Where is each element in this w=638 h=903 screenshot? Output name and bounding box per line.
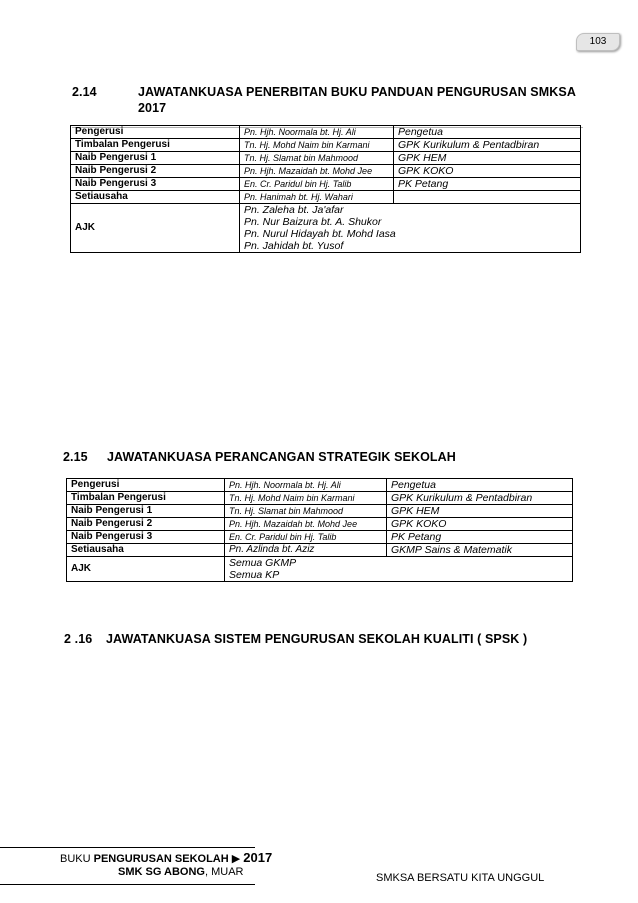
- table-row: [67, 479, 573, 492]
- role-cell: Naib Pengerusi 1: [67, 505, 225, 518]
- post-cell: GKMP Sains & Matematik: [387, 544, 573, 557]
- ajk-members-cell: [240, 204, 581, 253]
- post-cell: GPK KOKO: [387, 518, 573, 531]
- table-row: [71, 165, 581, 178]
- ajk-member-name: Pn. Jahidah bt. Yusof: [244, 240, 344, 252]
- footer-buku: BUKU: [60, 853, 91, 865]
- section-title: JAWATANKUASA PERANCANGAN STRATEGIK SEKOLAH: [107, 450, 456, 464]
- footer-rule-bottom: [0, 884, 255, 885]
- footer-school: SMK SG ABONG: [118, 866, 205, 878]
- footer-year: 2017: [243, 850, 273, 865]
- role-cell: Pengerusi: [71, 126, 240, 139]
- table-row: [71, 152, 581, 165]
- section-number: 2 .16: [64, 632, 93, 646]
- table-row: [67, 531, 573, 544]
- post-cell: GPK Kurikulum & Pentadbiran: [394, 139, 581, 152]
- name-cell: Pn. Hjh. Mazaidah bt. Mohd Jee: [240, 165, 394, 178]
- post-cell: Pengetua: [387, 479, 573, 492]
- footer-pengurusan: PENGURUSAN SEKOLAH: [93, 853, 229, 865]
- section-title: JAWATANKUASA PENERBITAN BUKU PANDUAN PENGURUSAN SMKSA: [138, 85, 576, 99]
- name-cell: Pn. Hjh. Mazaidah bt. Mohd Jee: [225, 518, 387, 531]
- role-cell: Naib Pengerusi 3: [67, 531, 225, 544]
- ajk-member-name: Semua KP: [229, 569, 280, 581]
- section-title: JAWATANKUASA SISTEM PENGURUSAN SEKOLAH KUALITI ( SPSK ): [106, 632, 528, 646]
- table-row: [67, 505, 573, 518]
- section-2-14-heading-line2: 2017: [138, 101, 167, 115]
- post-cell: PK Petang: [394, 178, 581, 191]
- footer-town: , MUAR: [205, 866, 244, 878]
- role-cell: AJK: [67, 557, 225, 582]
- role-cell: Setiausaha: [67, 544, 225, 557]
- committee-table-2-14: [70, 125, 581, 253]
- table-row: [71, 191, 581, 204]
- name-cell: Tn. Hj. Slamat bin Mahmood: [225, 505, 387, 518]
- post-cell: GPK KOKO: [394, 165, 581, 178]
- post-cell: [394, 191, 581, 204]
- committee-table-2-15: [66, 478, 573, 582]
- triangle-right-icon: ▶: [231, 853, 241, 865]
- post-cell: GPK HEM: [387, 505, 573, 518]
- table-row: [67, 518, 573, 531]
- section-number: 2.14: [72, 85, 97, 99]
- role-cell: Timbalan Pengerusi: [67, 492, 225, 505]
- ajk-members-cell: [225, 557, 573, 582]
- name-cell: Pn. Hanimah bt. Hj. Wahari: [240, 191, 394, 204]
- section-2-15-heading: [63, 450, 456, 464]
- footer-rule-top: [0, 847, 255, 848]
- ajk-member-name: Pn. Zaleha bt. Ja'afar: [244, 204, 344, 216]
- table-row-ajk: [67, 557, 573, 582]
- name-cell: Pn. Hjh. Noormala bt. Hj. Ali: [225, 479, 387, 492]
- role-cell: Timbalan Pengerusi: [71, 139, 240, 152]
- page-number-badge: 103: [576, 33, 620, 51]
- name-cell: Pn. Azlinda bt. Aziz: [225, 544, 387, 557]
- table-row: [71, 178, 581, 191]
- role-cell: Naib Pengerusi 1: [71, 152, 240, 165]
- name-cell: Pn. Hjh. Noormala bt. Hj. Ali: [240, 126, 394, 139]
- table-row: [71, 126, 581, 139]
- section-2-16-heading: [64, 632, 527, 646]
- section-number: 2.15: [63, 450, 88, 464]
- post-cell: Pengetua: [394, 126, 581, 139]
- table-row: [67, 492, 573, 505]
- footer-book-title: [60, 851, 272, 879]
- table-row: [67, 544, 573, 557]
- table-row-ajk: [71, 204, 581, 253]
- role-cell: Setiausaha: [71, 191, 240, 204]
- role-cell: Naib Pengerusi 2: [71, 165, 240, 178]
- role-cell: Naib Pengerusi 3: [71, 178, 240, 191]
- name-cell: Tn. Hj. Slamat bin Mahmood: [240, 152, 394, 165]
- footer-motto: SMKSA BERSATU KITA UNGGUL: [376, 872, 545, 884]
- role-cell: AJK: [71, 204, 240, 253]
- ajk-member-name: Semua GKMP: [229, 557, 297, 569]
- table-row: [71, 139, 581, 152]
- ajk-member-name: Pn. Nurul Hidayah bt. Mohd Iasa: [244, 228, 396, 240]
- post-cell: PK Petang: [387, 531, 573, 544]
- post-cell: GPK HEM: [394, 152, 581, 165]
- section-2-14-heading: [72, 85, 576, 99]
- name-cell: En. Cr. Paridul bin Hj. Talib: [225, 531, 387, 544]
- role-cell: Pengerusi: [67, 479, 225, 492]
- name-cell: En. Cr. Paridul bin Hj. Talib: [240, 178, 394, 191]
- name-cell: Tn. Hj. Mohd Naim bin Karmani: [240, 139, 394, 152]
- post-cell: GPK Kurikulum & Pentadbiran: [387, 492, 573, 505]
- role-cell: Naib Pengerusi 2: [67, 518, 225, 531]
- name-cell: Tn. Hj. Mohd Naim bin Karmani: [225, 492, 387, 505]
- ajk-member-name: Pn. Nur Baizura bt. A. Shukor: [244, 216, 382, 228]
